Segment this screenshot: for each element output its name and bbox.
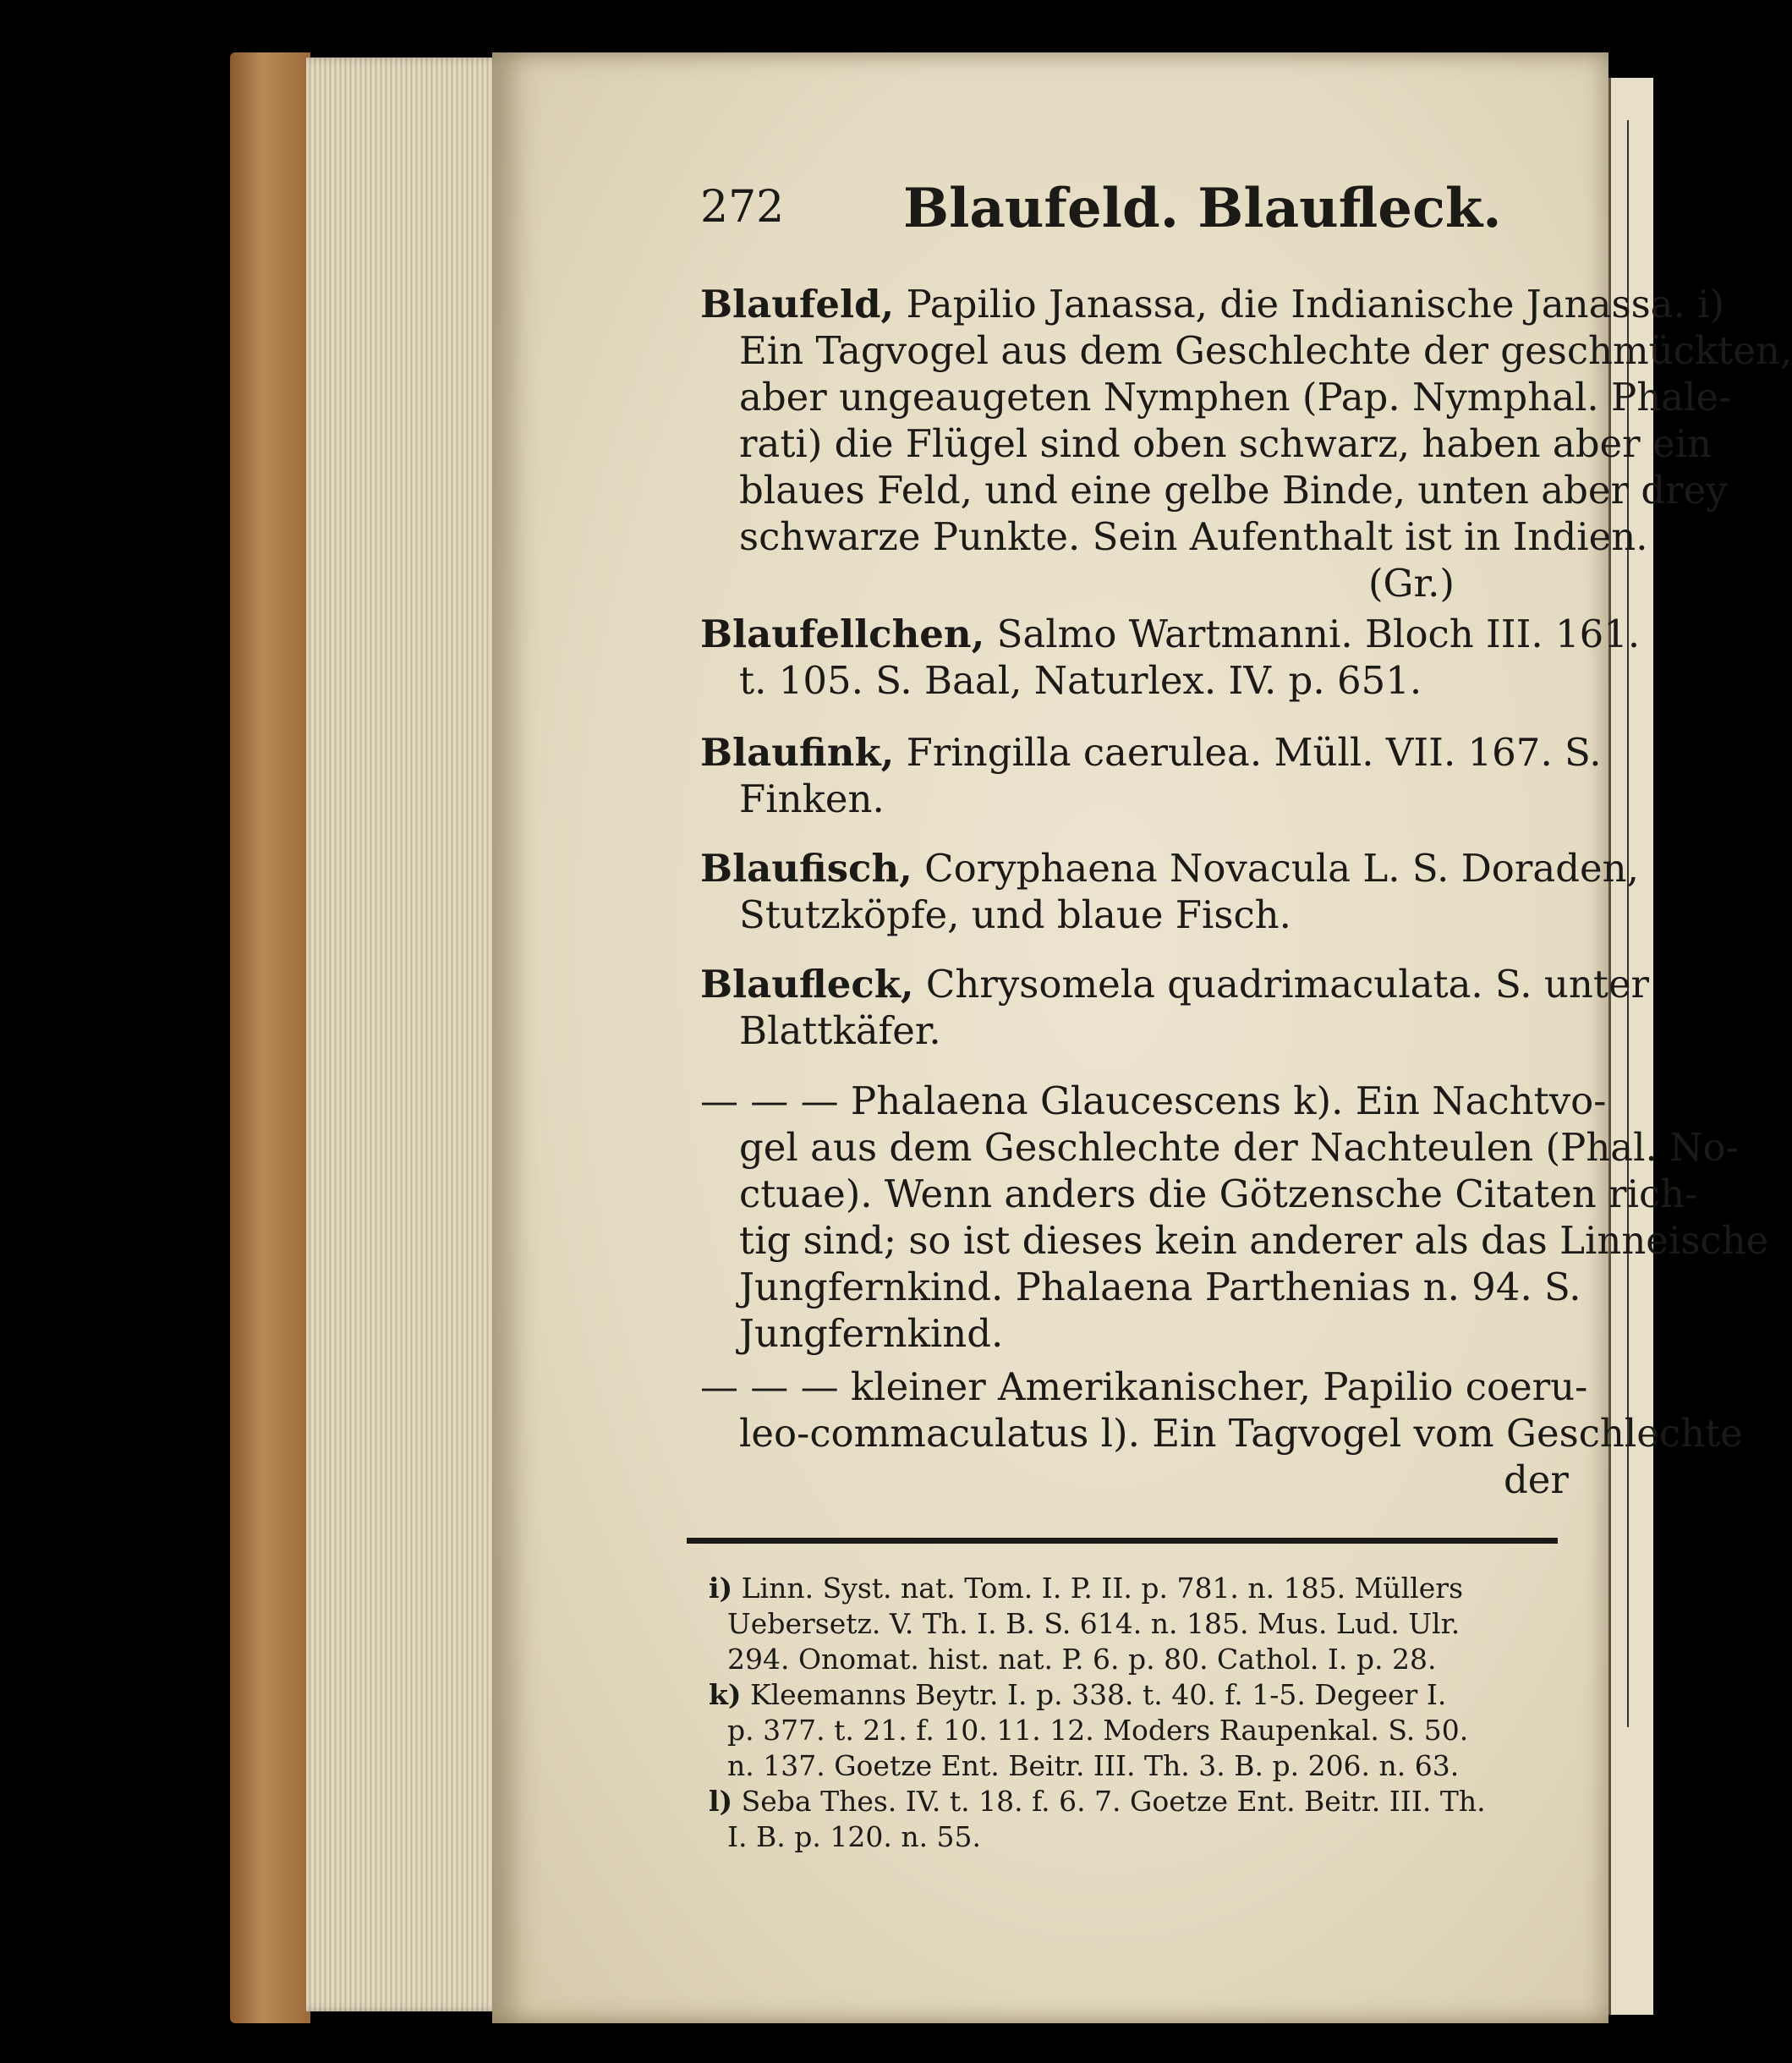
entry-line: Stutzköpfe, und blaue Fisch. xyxy=(739,892,1291,937)
entry-line: Blaufeld, Papilio Janassa, die Indianische Janassa. i) xyxy=(700,282,1725,326)
footnote-i: i) Linn. Syst. nat. Tom. I. P. II. p. 781. n. 185. Müllers xyxy=(709,1572,1464,1605)
entry-line: — — — kleiner Amerikanischer, Papilio coeru- xyxy=(700,1364,1588,1409)
lemma: Blaufisch, xyxy=(700,846,912,891)
footnote-rule xyxy=(687,1538,1558,1544)
entry-line: Blattkäfer. xyxy=(739,1008,941,1053)
footnote-line: Uebersetz. V. Th. I. B. S. 614. n. 185. Mus. Lud. Ulr. xyxy=(727,1607,1460,1640)
footnote-k: k) Kleemanns Beytr. I. p. 338. t. 40. f. 1-5. Degeer I. xyxy=(709,1678,1447,1711)
entry-line: leo-commaculatus l). Ein Tagvogel vom Geschlechte xyxy=(739,1411,1743,1456)
page-edges xyxy=(306,58,518,2011)
book-cover-edge xyxy=(230,52,310,2023)
footnote-line: n. 137. Goetze Ent. Beitr. III. Th. 3. B. p. 206. n. 63. xyxy=(727,1749,1460,1782)
entry-line: schwarze Punkte. Sein Aufenthalt ist in Indien. xyxy=(739,514,1648,559)
entry-line: Blaufellchen, Salmo Wartmanni. Bloch III. 161. xyxy=(700,612,1641,656)
entry-line: Ein Tagvogel aus dem Geschlechte der geschmückten, xyxy=(739,328,1792,373)
lemma: Blaufink, xyxy=(700,730,895,775)
entry-line: — — — Phalaena Glaucescens k). Ein Nachtvo- xyxy=(700,1078,1607,1123)
footnote-line: 294. Onomat. hist. nat. P. 6. p. 80. Cathol. I. p. 28. xyxy=(727,1643,1437,1676)
entry-line: rati) die Flügel sind oben schwarz, haben aber ein xyxy=(739,421,1713,466)
entry-line: Jungfernkind. Phalaena Parthenias n. 94. S. xyxy=(739,1265,1581,1309)
entry-line: Blaufisch, Coryphaena Novacula L. S. Doraden, xyxy=(700,846,1639,891)
footnote-line: p. 377. t. 21. f. 10. 11. 12. Moders Raupenkal. S. 50. xyxy=(727,1714,1469,1747)
entry-line: blaues Feld, und eine gelbe Binde, unten aber drey xyxy=(739,468,1728,513)
lemma: Blaufellchen, xyxy=(700,612,985,656)
page-title: Blaufeld. Blaufleck. xyxy=(903,177,1502,240)
entry-line: ctuae). Wenn anders die Götzensche Citaten rich- xyxy=(739,1171,1698,1216)
entry-line: Finken. xyxy=(739,776,885,821)
catchword: der xyxy=(1504,1457,1569,1502)
entry-line: Blaufink, Fringilla caerulea. Müll. VII. 167. S. xyxy=(700,730,1602,775)
entry-line: tig sind; so ist dieses kein anderer als das Linneische xyxy=(739,1218,1769,1263)
entry-line: Blaufleck, Chrysomela quadrimaculata. S. unter xyxy=(700,962,1650,1007)
entry-line: t. 105. S. Baal, Naturlex. IV. p. 651. xyxy=(739,658,1422,703)
entry-line: gel aus dem Geschlechte der Nachteulen (Phal. No- xyxy=(739,1125,1739,1170)
lemma: Blaufeld, xyxy=(700,282,895,326)
lemma: Blaufleck, xyxy=(700,962,914,1007)
footnote-line: I. B. p. 120. n. 55. xyxy=(727,1820,982,1853)
entry-line: Jungfernkind. xyxy=(739,1311,1004,1356)
entry-line: aber ungeaugeten Nymphen (Pap. Nymphal. Phale- xyxy=(739,375,1732,420)
running-head xyxy=(700,177,1554,241)
author-initials: (Gr.) xyxy=(1368,561,1455,606)
page-number: 272 xyxy=(700,182,785,233)
footnote-l: l) Seba Thes. IV. t. 18. f. 6. 7. Goetze Ent. Beitr. III. Th. xyxy=(709,1785,1486,1818)
